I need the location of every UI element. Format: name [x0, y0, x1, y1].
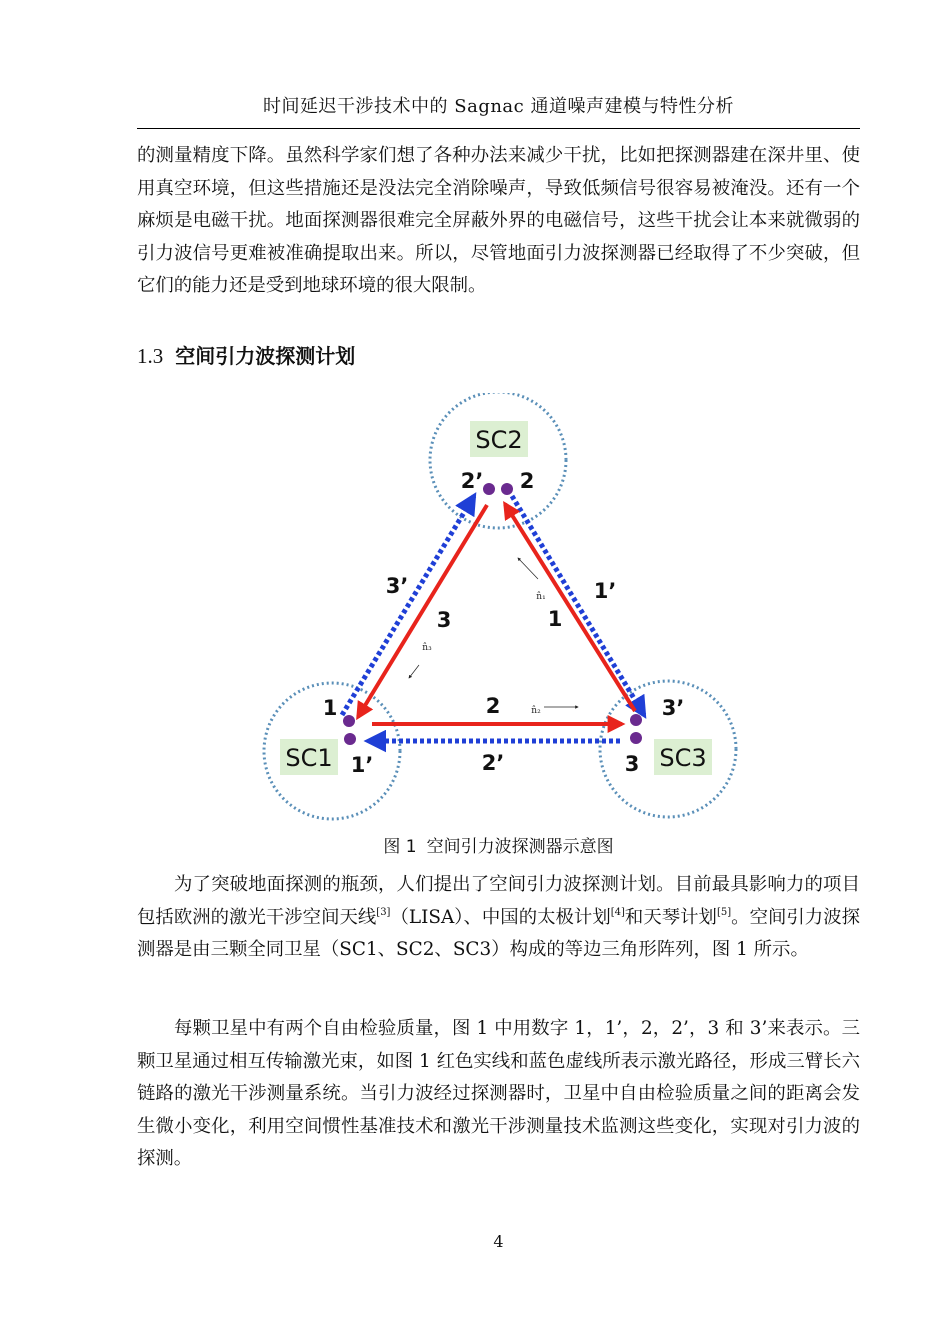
- tm-label-1: 1: [322, 696, 338, 720]
- citation-ref-5[interactable]: [5]: [716, 906, 732, 918]
- unit-vector-n2-label: n̂₂: [531, 706, 541, 716]
- p2-text-d: 。空间引力波探测器是由三颗全同卫星（SC1、SC2、SC3）构成的等边三角形阵列，图 1 所示。: [137, 906, 860, 960]
- page-number: 4: [493, 1232, 504, 1251]
- tm-label-2-prime: 2’: [460, 469, 484, 493]
- tm-label-3: 3: [624, 752, 640, 776]
- paragraph-space-missions: [137, 869, 860, 967]
- link-label-2: 2: [485, 694, 501, 718]
- citation-ref-3[interactable]: [3]: [376, 906, 391, 918]
- link-1-prime-dashed: [512, 496, 644, 715]
- sc3-label: SC3: [659, 744, 707, 772]
- tm-label-1-prime: 1’: [350, 753, 374, 777]
- test-mass-1: [343, 715, 355, 727]
- test-mass-2-prime: [483, 483, 495, 495]
- section-number: 1.3: [137, 344, 164, 368]
- test-mass-2: [501, 483, 513, 495]
- unit-vector-n1-label: n̂₁: [536, 592, 546, 602]
- unit-vector-n1-arrow: [518, 558, 538, 579]
- detector-diagram-svg: [262, 393, 742, 821]
- sc2-ring: [430, 393, 566, 528]
- test-mass-1-prime: [344, 733, 356, 745]
- test-mass-3-prime: [630, 714, 642, 726]
- figure-detector-diagram: [262, 393, 742, 821]
- link-3-prime-dashed: [342, 496, 474, 715]
- tm-label-2: 2: [519, 469, 535, 493]
- p2-text-b: （LISA）、中国的太极计划: [390, 906, 611, 928]
- link-label-1: 1: [547, 607, 563, 631]
- citation-ref-4[interactable]: [4]: [610, 906, 625, 918]
- link-label-3: 3: [436, 608, 452, 632]
- section-heading: [137, 340, 355, 369]
- sc1-label: SC1: [285, 744, 333, 772]
- link-3-solid: [358, 505, 487, 717]
- paragraph-ground-noise: 的测量精度下降。虽然科学家们想了各种办法来减少干扰，比如把探测器建在深井里、使用真空环境，但这些措施还是没法完全消除噪声，导致低频信号很容易被淹没。还有一个麻烦是电磁干扰。地面探测器很难完全屏蔽外界的电磁信号，这些干扰会让本来就微弱的引力波信号更难被准确提取出来。所以，尽管地面引力波探测器已经取得了不少突破，但它们的能力还是受到地球环境的很大限制。: [137, 145, 860, 296]
- caption-text: 空间引力波探测器示意图: [426, 837, 614, 857]
- test-mass-3: [630, 732, 642, 744]
- p2-text-c: 和天琴计划: [624, 906, 717, 928]
- link-label-2-prime: 2’: [481, 751, 505, 775]
- header-rule: [137, 128, 860, 129]
- figure-caption: [137, 832, 860, 857]
- unit-vector-n3-label: n̂₃: [422, 643, 432, 653]
- paragraph-test-masses: 每颗卫星中有两个自由检验质量，图 1 中用数字 1，1’，2，2’，3 和 3’来表示。三颗卫星通过相互传输激光束，如图 1 红色实线和蓝色虚线所表示激光路径，形成三臂长六链路的激光干涉测量系统。当引力波经过探测器时，卫星中自由检验质量之间的距离会发生微小变化，利用空间惯性基准技术和激光干涉测量技术监测这些变化，实现对引力波的探测。: [137, 1018, 860, 1169]
- running-header: 时间延迟干涉技术中的 Sagnac 通道噪声建模与特性分析: [263, 96, 734, 117]
- tm-label-3-prime: 3’: [661, 696, 685, 720]
- link-1-solid: [505, 504, 635, 711]
- unit-vector-n3-arrow: [409, 665, 419, 678]
- caption-figure-number: 图 1: [383, 837, 417, 857]
- sc2-label: SC2: [475, 426, 523, 454]
- link-label-1-prime: 1’: [593, 579, 617, 603]
- section-title: 空间引力波探测计划: [175, 344, 356, 368]
- p2-text-a: 为了突破地面探测的瓶颈，人们提出了空间引力波探测计划。目前最具影响力的项目包括欧洲的激光干涉空间天线: [137, 874, 860, 928]
- link-label-3-prime: 3’: [385, 574, 409, 598]
